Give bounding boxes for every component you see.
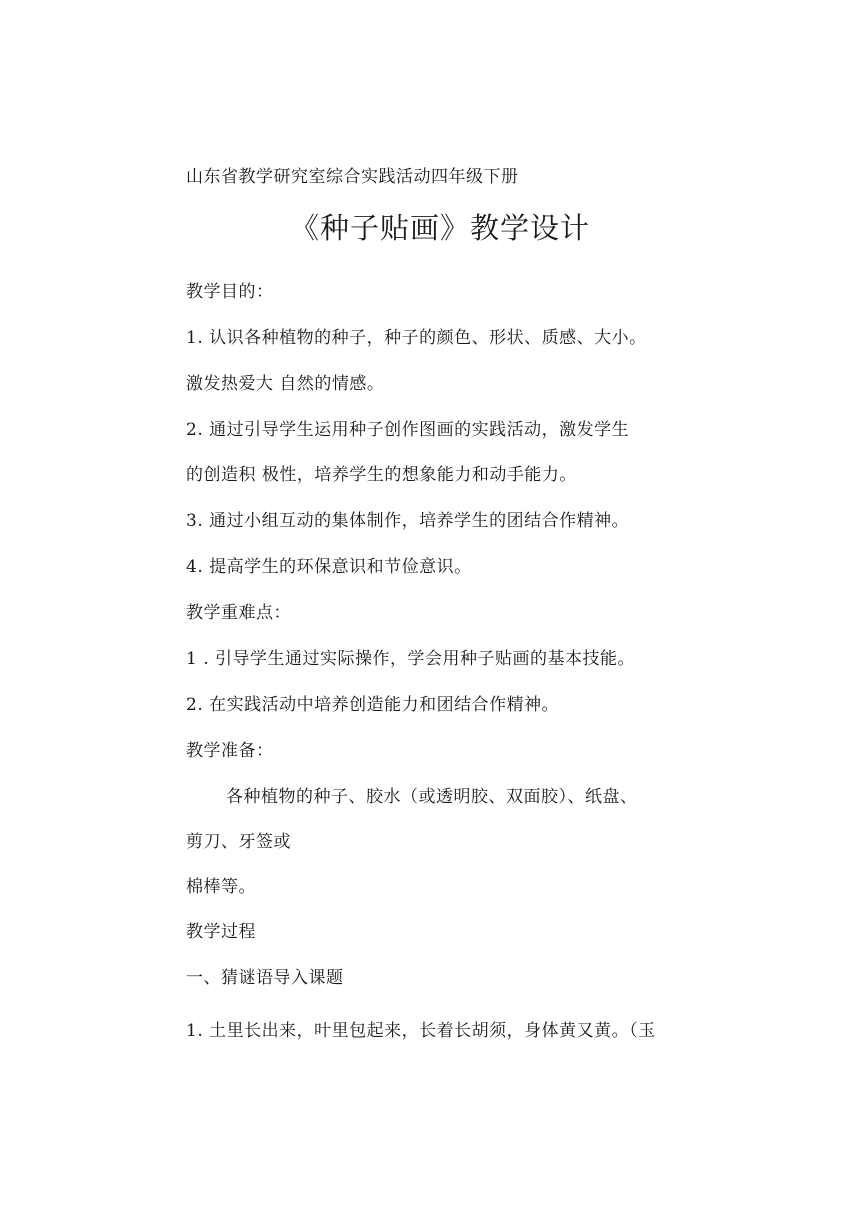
objective-1-line-1: 1. 认识各种植物的种子，种子的颜色、形状、质感、大小。 — [186, 328, 647, 348]
objective-2-line-2: 的创造积 极性，培养学生的想象能力和动手能力。 — [186, 465, 577, 485]
document-title: 《种子贴画》教学设计 — [290, 211, 591, 245]
process-heading: 教学过程 — [186, 922, 256, 942]
preparation-line-1: 各种植物的种子、胶水（或透明胶、双面胶）、纸盘、 — [226, 787, 638, 807]
process-item-1: 1. 土里长出来，叶里包起来，长着长胡须，身体黄又黄。（玉 — [186, 1021, 656, 1041]
document-header: 山东省教学研究室综合实践活动四年级下册 — [186, 167, 519, 187]
objectives-heading: 教学目的： — [186, 282, 274, 302]
objective-4: 4. 提高学生的环保意识和节俭意识。 — [186, 557, 472, 577]
objective-1-line-2: 激发热爱大 自然的情感。 — [186, 374, 385, 394]
objective-2-line-1: 2. 通过引导学生运用种子创作图画的实践活动，激发学生 — [186, 420, 630, 440]
key-point-2: 2. 在实践活动中培养创造能力和团结合作精神。 — [186, 695, 560, 715]
process-section-1: 一、猜谜语导入课题 — [186, 968, 344, 988]
preparation-line-2: 剪刀、牙签或 — [186, 832, 291, 852]
objective-3: 3. 通过小组互动的集体制作，培养学生的团结合作精神。 — [186, 511, 630, 531]
preparation-heading: 教学准备： — [186, 741, 274, 761]
preparation-line-3: 棉棒等。 — [186, 877, 256, 897]
key-points-heading: 教学重难点： — [186, 603, 291, 623]
key-point-1: 1 . 引导学生通过实际操作，学会用种子贴画的基本技能。 — [186, 649, 636, 669]
